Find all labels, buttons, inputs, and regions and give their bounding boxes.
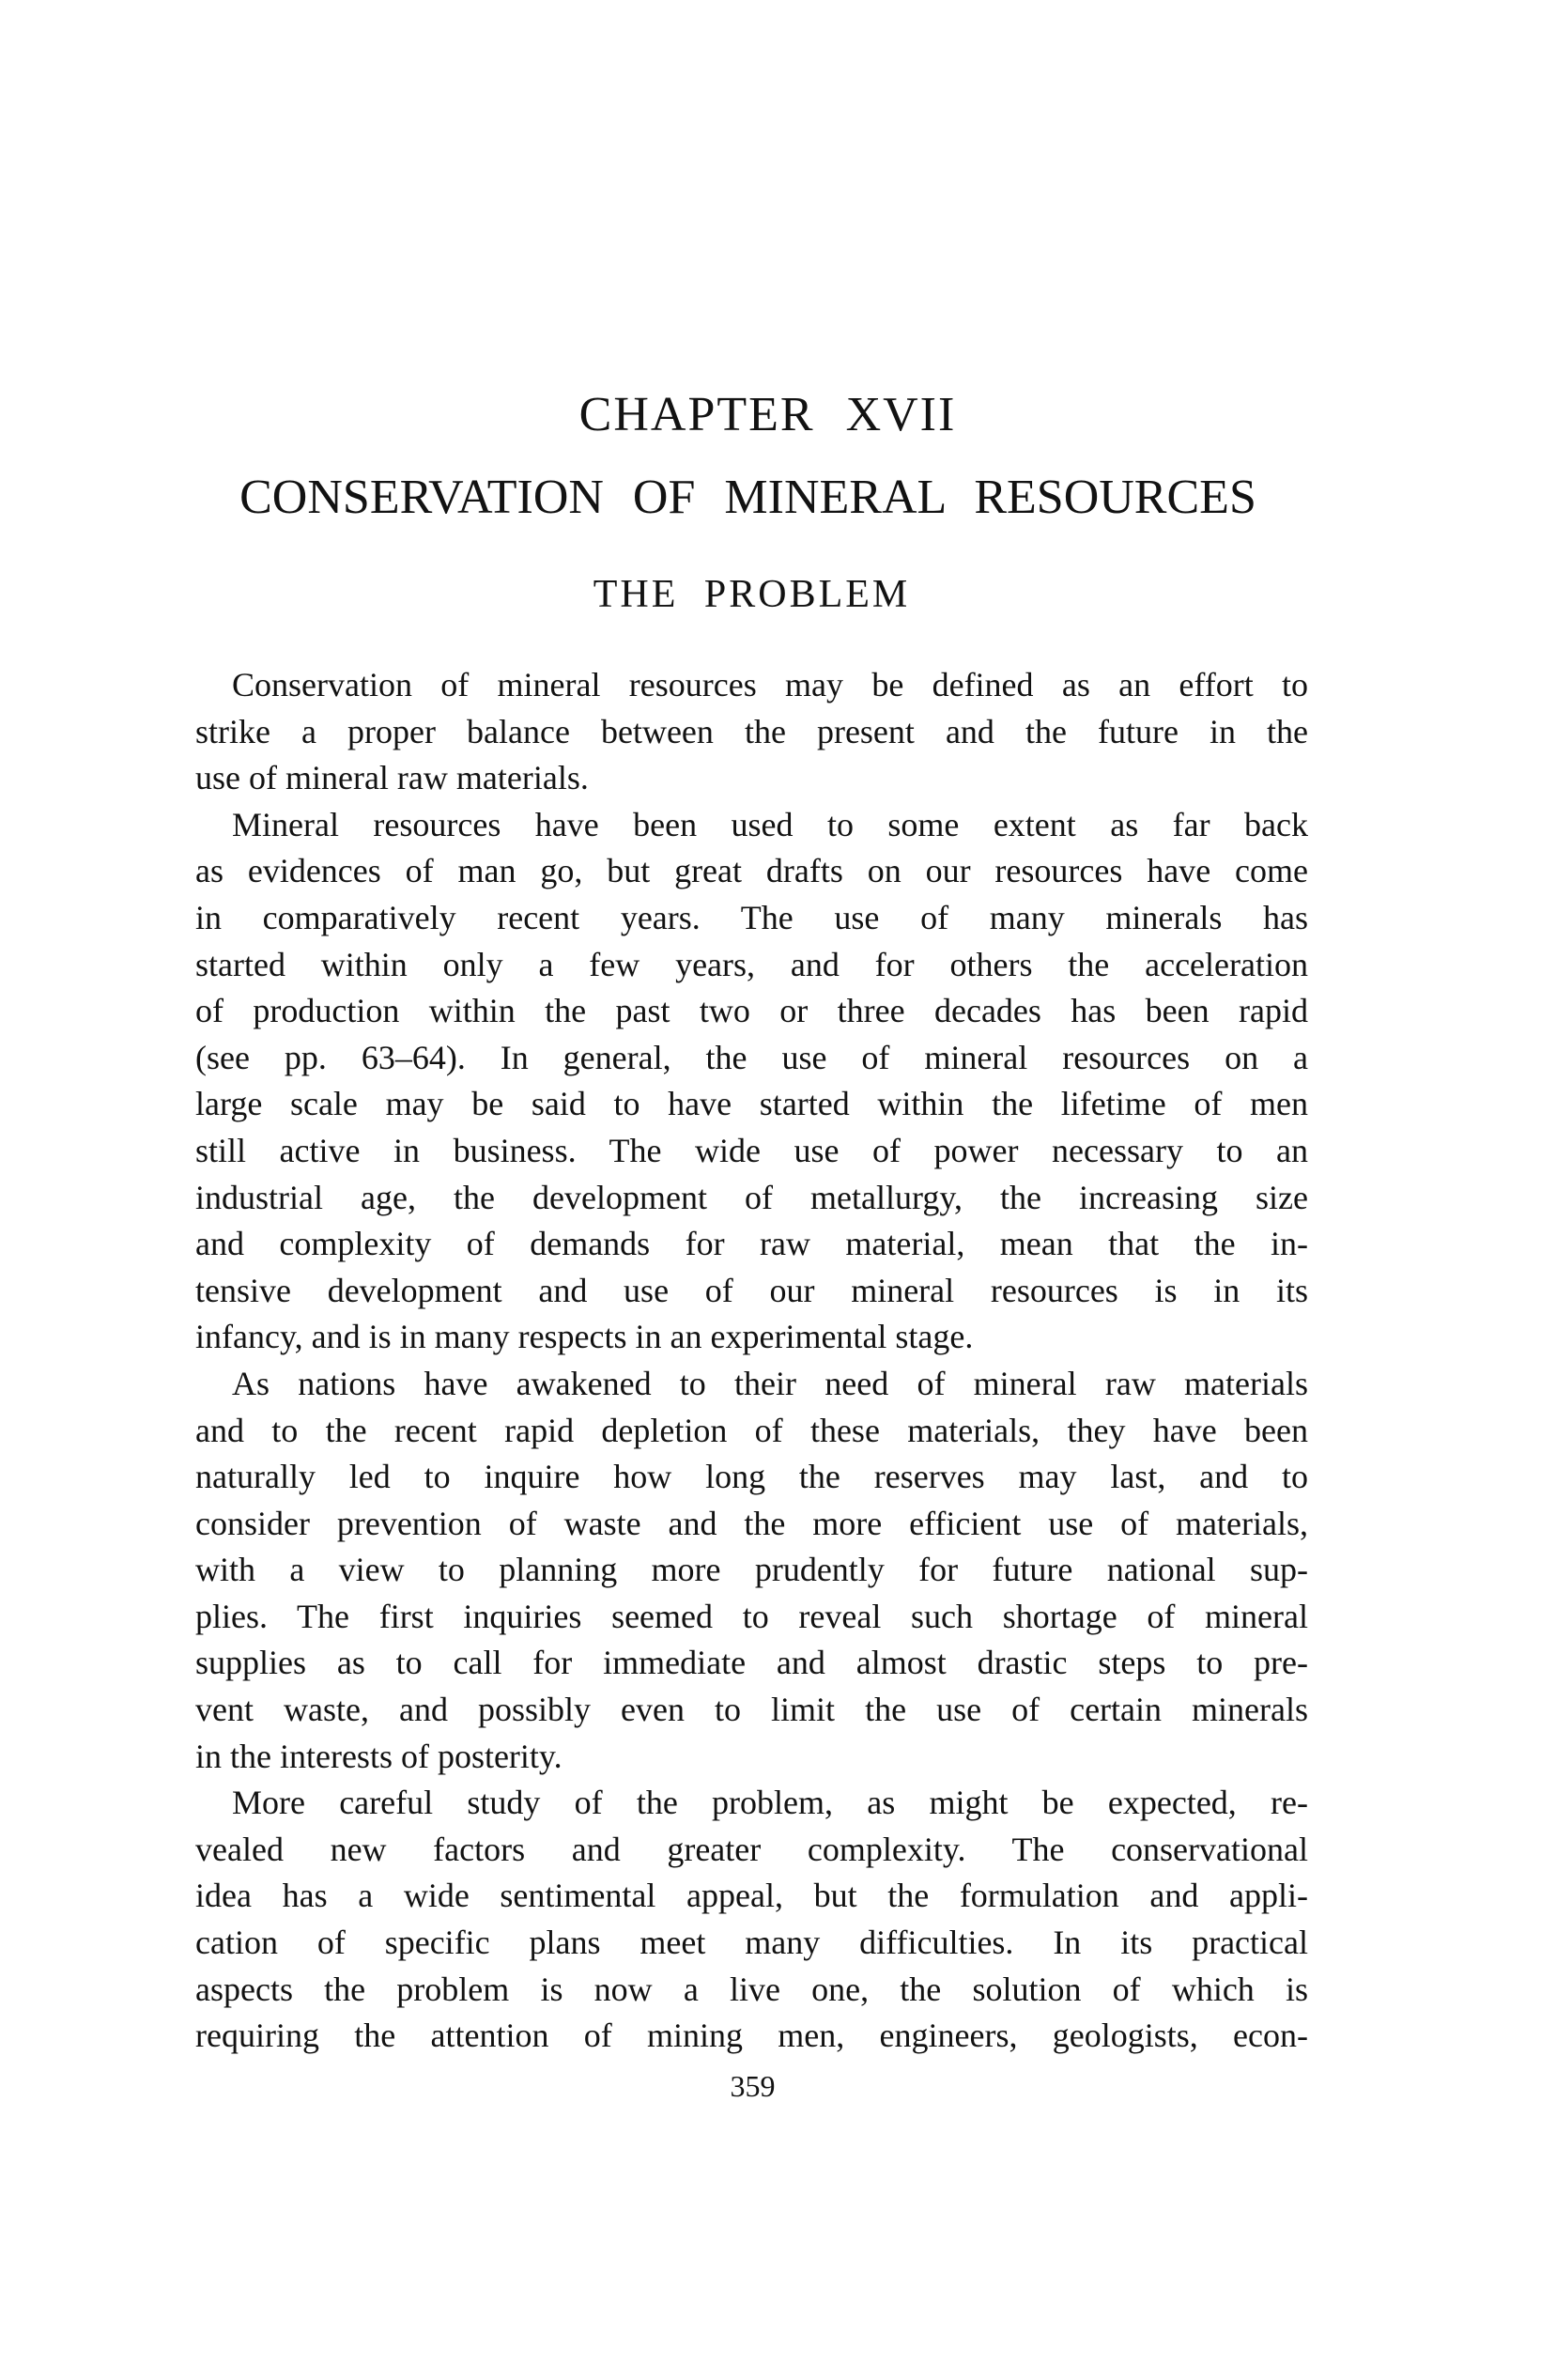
text-line: as evidences of man go, but great drafts on our resources have come [195,852,1308,890]
text-line: and complexity of demands for raw material, mean that the in- [195,1225,1308,1263]
text-line: Mineral resources have been used to some extent as far back [232,805,1308,843]
text-line: supplies as to call for immediate and almost drastic steps to pre- [195,1644,1308,1682]
text-line: started within only a few years, and for others the acceleration [195,945,1308,983]
text-line: strike a proper balance between the present and the future in the [195,712,1308,750]
chapter-number: CHAPTER XVII [578,388,957,441]
text-line: requiring the attention of mining men, engineers, geologists, econ- [195,2017,1308,2055]
text-line: industrial age, the development of metallurgy, the increasing size [195,1178,1308,1216]
text-line: tensive development and use of our mineral resources is in its [195,1271,1308,1309]
text-line: idea has a wide sentimental appeal, but the formulation and appli- [195,1877,1308,1915]
text-line: aspects the problem is now a live one, the solution of which is [195,1970,1308,2008]
section-title: THE PROBLEM [593,573,911,616]
paragraph-4 [195,1780,1308,2060]
text-line: cation of specific plans meet many difficulties. In its practical [195,1924,1308,1962]
text-line: plies. The first inquiries seemed to reveal such shortage of mineral [195,1597,1308,1635]
text-line: infancy, and is in many respects in an experimental stage. [195,1318,974,1356]
text-line: More careful study of the problem, as might be expected, re- [232,1784,1308,1822]
page-number: 359 [730,2069,776,2103]
text-line: with a view to planning more prudently for future national sup- [195,1551,1308,1589]
text-line: still active in business. The wide use of power necessary to an [195,1131,1308,1169]
paragraph-2 [195,802,1308,1361]
body-text [195,662,1308,2060]
chapter-title: CONSERVATION OF MINERAL RESOURCES [239,471,1256,524]
text-line: Conservation of mineral resources may be defined as an effort to [232,666,1308,703]
text-line: large scale may be said to have started within the lifetime of men [195,1085,1308,1123]
paragraph-1 [195,662,1308,802]
text-line: naturally led to inquire how long the reserves may last, and to [195,1458,1308,1496]
text-line: in the interests of posterity. [195,1737,562,1775]
text-line: use of mineral raw materials. [195,759,589,797]
text-line: As nations have awakened to their need of mineral raw materials [232,1364,1308,1402]
text-line: of production within the past two or three decades has been rapid [195,992,1308,1030]
text-line: consider prevention of waste and the more efficient use of materials, [195,1504,1308,1542]
text-line: (see pp. 63–64). In general, the use of mineral resources on a [195,1038,1308,1076]
text-line: vent waste, and possibly even to limit the use of certain minerals [195,1691,1308,1729]
text-line: vealed new factors and greater complexity. The conservational [195,1830,1308,1868]
text-line: in comparatively recent years. The use of many minerals has [195,898,1308,936]
paragraph-3 [195,1361,1308,1780]
text-line: and to the recent rapid depletion of these materials, they have been [195,1411,1308,1449]
